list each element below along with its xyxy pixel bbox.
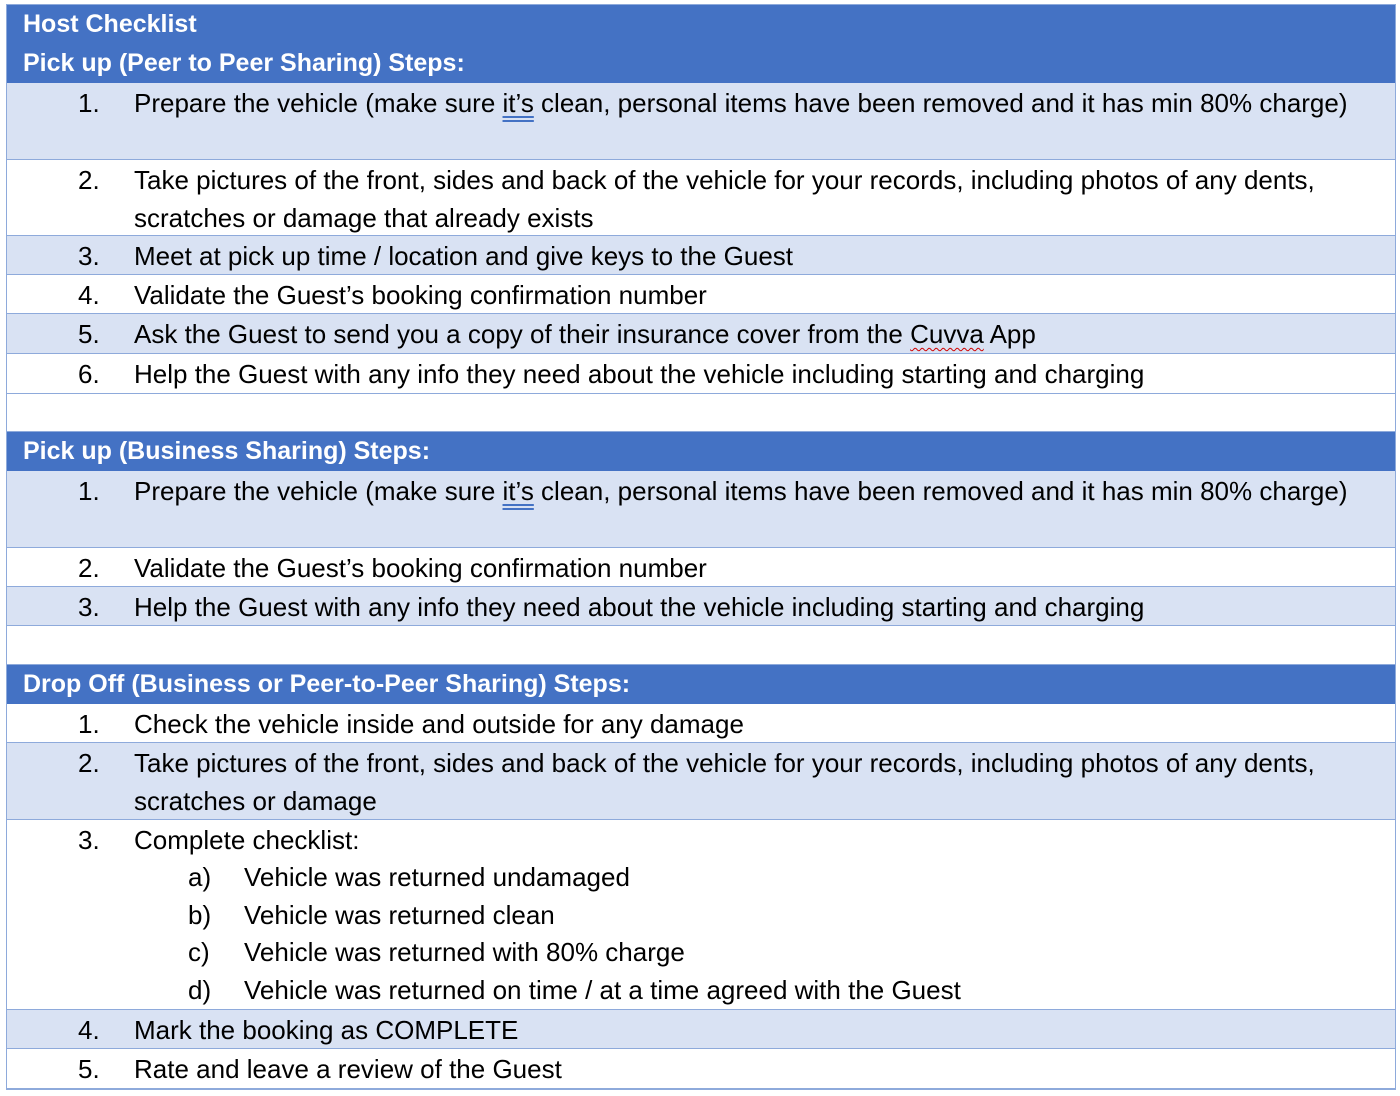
spacer-row bbox=[6, 394, 1396, 432]
step-text: Mark the booking as COMPLETE bbox=[134, 1015, 519, 1045]
step-text: Help the Guest with any info they need about the vehicle including starting and charging bbox=[134, 359, 1145, 389]
list-item bbox=[6, 275, 1396, 314]
step-text: Complete checklist: bbox=[134, 825, 360, 855]
step-text: Meet at pick up time / location and give keys to the Guest bbox=[134, 241, 794, 271]
step-text: Validate the Guest’s booking confirmation number bbox=[134, 280, 707, 310]
step-number: 1. bbox=[78, 88, 100, 118]
step-number: 1. bbox=[78, 709, 100, 739]
step-text: Take pictures of the front, sides and back of the vehicle for your records, including photos of any dents, scratches or damage bbox=[134, 748, 1315, 816]
step-text: Help the Guest with any info they need about the vehicle including starting and charging bbox=[134, 592, 1145, 622]
sub-letter: c) bbox=[188, 937, 210, 967]
list-item bbox=[6, 471, 1396, 548]
grammar-marked-word[interactable]: it’s bbox=[502, 476, 534, 506]
sub-text: Vehicle was returned on time / at a time agreed with the Guest bbox=[244, 974, 961, 1005]
table-title: Host Checklist bbox=[6, 4, 1396, 44]
sub-item bbox=[6, 897, 1396, 935]
step-text: Prepare the vehicle (make sure it’s clean, personal items have been removed and it has min 80% charge) bbox=[134, 88, 1348, 118]
step-number: 6. bbox=[78, 359, 100, 389]
spelling-marked-word[interactable]: Cuvva bbox=[910, 319, 984, 349]
list-item bbox=[6, 743, 1396, 820]
sub-text: Vehicle was returned undamaged bbox=[244, 862, 630, 892]
list-item bbox=[6, 704, 1396, 743]
step-text: Check the vehicle inside and outside for any damage bbox=[134, 709, 744, 739]
step-number: 1. bbox=[78, 476, 100, 506]
sub-item bbox=[6, 859, 1396, 897]
spacer-row bbox=[6, 626, 1396, 665]
section-heading-peer-pickup: Pick up (Peer to Peer Sharing) Steps: bbox=[6, 44, 1396, 83]
list-item bbox=[6, 236, 1396, 275]
step-number: 3. bbox=[78, 825, 100, 855]
section-heading-drop-off: Drop Off (Business or Peer-to-Peer Sharing) Steps: bbox=[6, 665, 1396, 704]
sub-item bbox=[6, 934, 1396, 972]
step-text: Validate the Guest’s booking confirmation number bbox=[134, 553, 707, 583]
sub-item bbox=[6, 972, 1396, 1010]
step-number: 2. bbox=[78, 748, 100, 778]
section-heading-business-pickup: Pick up (Business Sharing) Steps: bbox=[6, 432, 1396, 471]
sub-text: Vehicle was returned clean bbox=[244, 899, 555, 930]
step-number: 2. bbox=[78, 553, 100, 583]
sub-text: Vehicle was returned with 80% charge bbox=[244, 937, 685, 967]
sub-letter: d) bbox=[188, 974, 212, 1005]
step-text: Prepare the vehicle (make sure it’s clean, personal items have been removed and it has min 80% charge) bbox=[134, 476, 1348, 506]
list-item bbox=[6, 160, 1396, 236]
step-number: 4. bbox=[78, 280, 100, 310]
list-item bbox=[6, 548, 1396, 587]
step-number: 3. bbox=[78, 241, 100, 271]
list-item bbox=[6, 83, 1396, 160]
sub-letter: a) bbox=[188, 862, 212, 892]
list-item bbox=[6, 314, 1396, 354]
step-text: Take pictures of the front, sides and back of the vehicle for your records, including photos of any dents, scratches or damage that already exists bbox=[134, 165, 1315, 233]
sub-letter: b) bbox=[188, 899, 212, 930]
list-item bbox=[6, 820, 1396, 1010]
step-number: 4. bbox=[78, 1015, 100, 1045]
list-item bbox=[6, 587, 1396, 626]
step-number: 3. bbox=[78, 592, 100, 622]
list-item bbox=[6, 1010, 1396, 1049]
step-number: 5. bbox=[78, 319, 100, 349]
list-item bbox=[6, 1049, 1396, 1089]
step-text: Ask the Guest to send you a copy of their insurance cover from the Cuvva App bbox=[134, 319, 1036, 349]
host-checklist-table bbox=[6, 4, 1396, 1089]
step-number: 5. bbox=[78, 1054, 100, 1084]
step-text: Rate and leave a review of the Guest bbox=[134, 1054, 562, 1084]
list-item bbox=[6, 354, 1396, 394]
grammar-marked-word[interactable]: it’s bbox=[502, 88, 534, 118]
step-number: 2. bbox=[78, 165, 100, 195]
